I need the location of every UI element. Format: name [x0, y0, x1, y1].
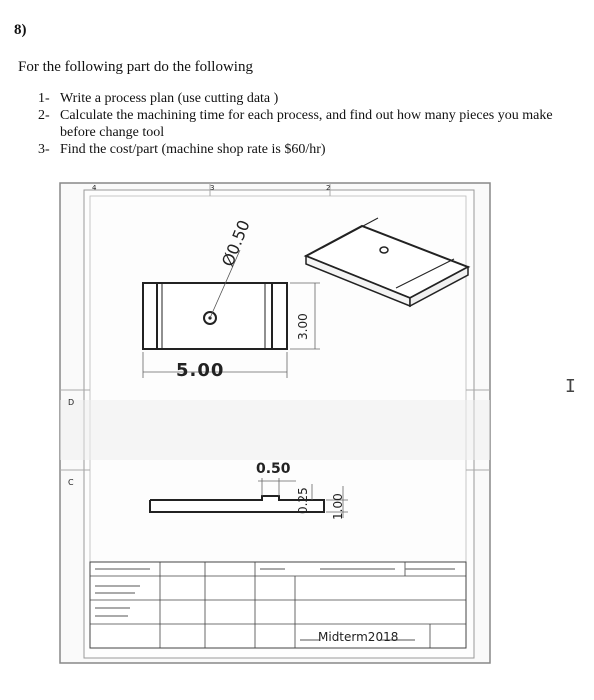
slot-width-dimension-label: 0.50 [256, 461, 291, 477]
width-dimension-label: 5.00 [176, 360, 225, 381]
title-block [90, 562, 466, 648]
title-block-name: Midterm2018 [318, 630, 399, 644]
task-text: Find the cost/part (machine shop rate is $60/hr) [60, 142, 326, 157]
question-intro: For the following part do the following [18, 59, 253, 75]
height-dimension-label: 3.00 [296, 313, 310, 340]
slot-depth-dimension-label: 0.25 [296, 487, 310, 514]
task-number: 1- [38, 91, 50, 106]
task-text: Calculate the machining time for each process, and find out how many pieces you make before change tool [60, 108, 553, 140]
task-number: 3- [38, 142, 50, 157]
hole-diameter-label: Ø0.50 [218, 217, 254, 270]
question-number: 8) [14, 22, 27, 38]
task-number: 2- [38, 108, 50, 123]
border-number-4: 4 [92, 184, 97, 192]
border-letter-c: C [68, 478, 74, 487]
task-text: Write a process plan (use cutting data ) [60, 91, 279, 106]
border-number-3: 3 [210, 184, 215, 192]
border-number-2: 2 [326, 184, 331, 192]
thickness-dimension-label: 1.00 [331, 493, 345, 520]
text-cursor-icon: I [565, 376, 576, 397]
border-letter-d: D [68, 398, 75, 407]
